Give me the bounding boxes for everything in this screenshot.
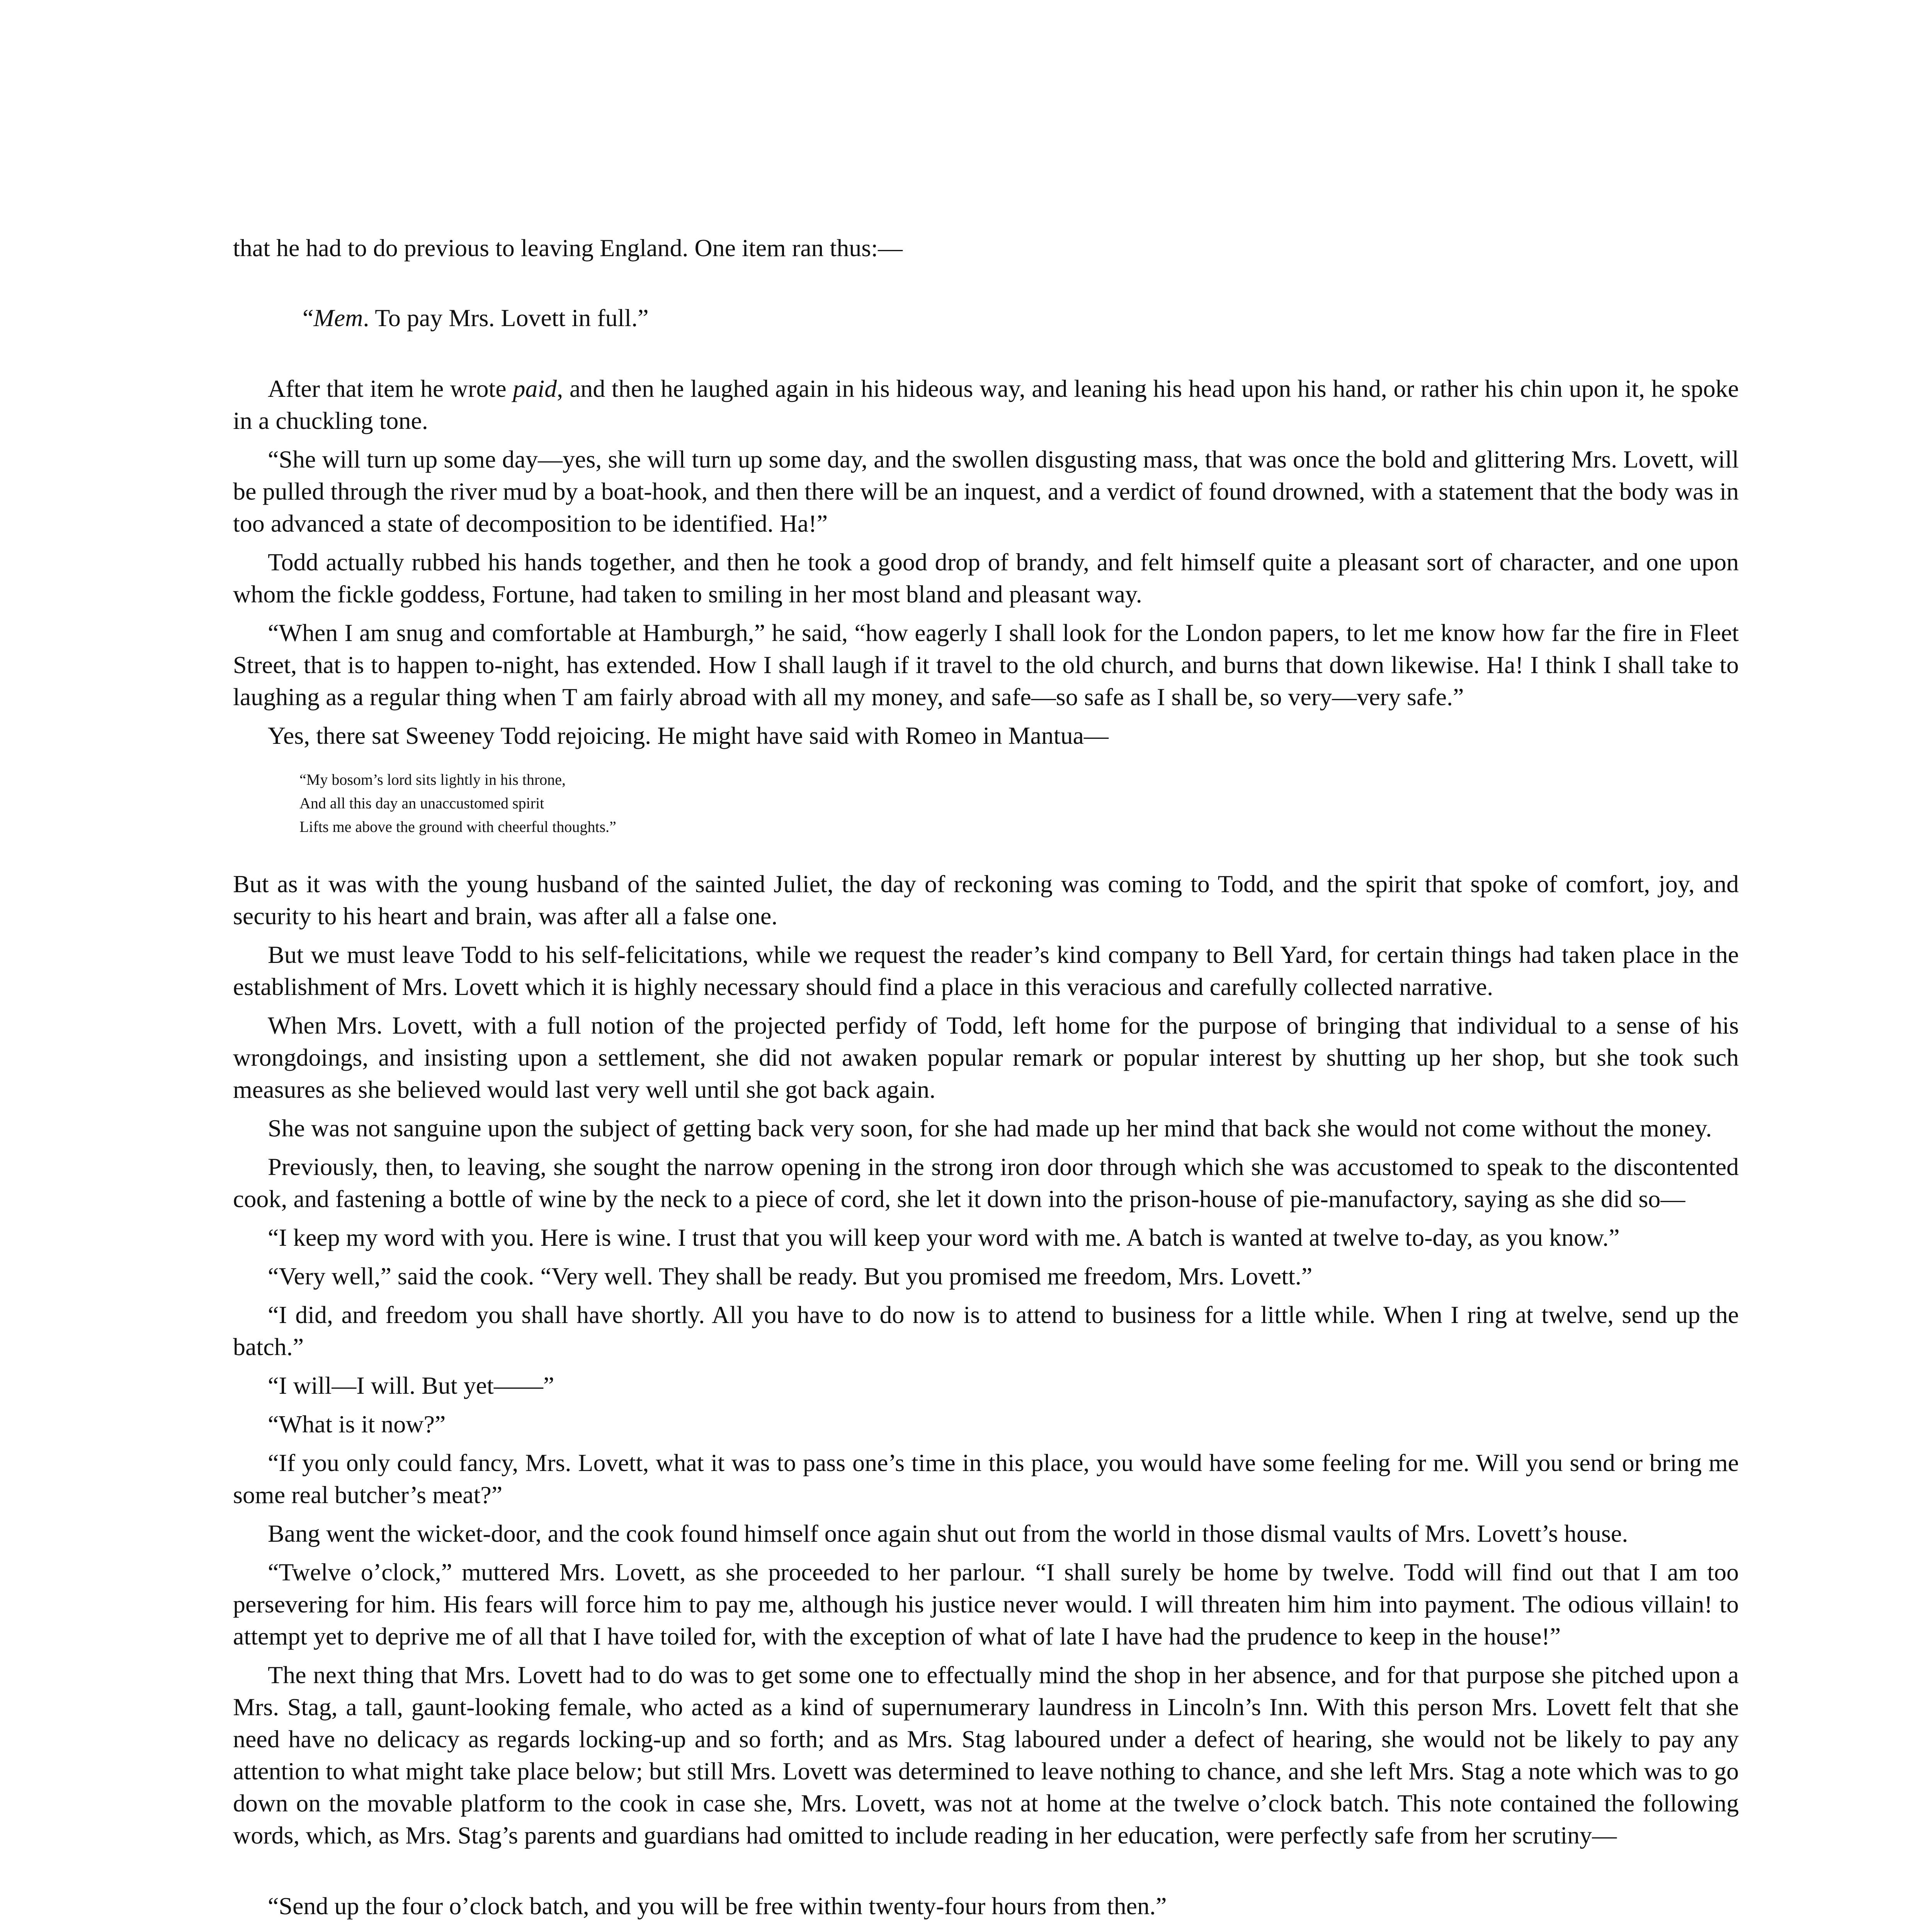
poem-quote — [299, 768, 1739, 838]
memo-line — [233, 302, 1739, 334]
paragraph: Bang went the wicket-door, and the cook found himself once again shut out from the world in those dismal vaults of Mrs. Lovett’s house. — [268, 1520, 1628, 1547]
memo-text: . To pay Mrs. Lovett in full.” — [363, 304, 649, 332]
paragraph — [233, 372, 1739, 437]
poem-line: “My bosom’s lord sits lightly in his throne, — [299, 771, 566, 788]
paragraph: But we must leave Todd to his self-felicitations, while we request the reader’s kind company to Bell Yard, for certain things had taken place in the establishment of Mrs. Lovett which it is highly necessary should find a place in this veracious and carefully collected narrative. — [233, 941, 1739, 1000]
paragraph: “I keep my word with you. Here is wine. I trust that you will keep your word with me. A batch is wanted at twelve to-day, as you know.” — [268, 1224, 1620, 1251]
paragraph: She was not sanguine upon the subject of getting back very soon, for she had made up her mind that back she would not come without the money. — [268, 1114, 1712, 1142]
poem-line: Lifts me above the ground with cheerful thoughts.” — [299, 818, 616, 835]
paragraph: The next thing that Mrs. Lovett had to do was to get some one to effectually mind the shop in her absence, and for that purpose she pitched upon a Mrs. Stag, a tall, gaunt-looking female, who acted as a kind of supernumerary laundress in Lincoln’s Inn. With this person Mrs. Lovett felt that she need have no delicacy as regards locking-up and so forth; and as Mrs. Stag laboured under a defect of hearing, she would not be likely to pay any attention to what might take place below; but still Mrs. Lovett was determined to leave nothing to chance, and she left Mrs. Stag a note which was to go down on the movable platform to the cook in case she, Mrs. Lovett, was not at home at the twelve o’clock batch. This note contained the following words, which, as Mrs. Stag’s parents and guardians had omitted to include reading in her education, were perfectly safe from her scrutiny— — [233, 1661, 1739, 1849]
paragraph: that he had to do previous to leaving England. One item ran thus:— — [233, 234, 903, 262]
paragraph: “She will turn up some day—yes, she will turn up some day, and the swollen disgusting mass, that was once the bold and glittering Mrs. Lovett, will be pulled through the river mud by a boat-hook, and then there will be an inquest, and a verdict of found drowned, with a statement that the body was in too advanced a state of decomposition to be identified. Ha!” — [233, 446, 1739, 537]
paragraph: But as it was with the young husband of the sainted Juliet, the day of reckoning was coming to Todd, and the spirit that spoke of comfort, joy, and security to his heart and brain, was after all a false one. — [233, 870, 1739, 930]
paragraph-text: After that item he wrote — [268, 375, 513, 402]
note-quote: “Send up the four o’clock batch, and you will be free within twenty-four hours from then.” — [268, 1892, 1167, 1920]
paragraph: “I did, and freedom you shall have shortly. All you have to do now is to attend to business for a little while. When I ring at twelve, send up the batch.” — [233, 1301, 1739, 1361]
paragraph: “I will—I will. But yet——” — [268, 1372, 554, 1399]
book-page — [233, 232, 1739, 1932]
paragraph-text: , and then he laughed again in his hideous way, and leaning his head upon his hand, or rather his chin upon it, he spoke in a chuckling tone. — [233, 375, 1739, 434]
poem-line: And all this day an unaccustomed spirit — [299, 794, 544, 812]
paragraph: “What is it now?” — [268, 1410, 446, 1438]
paragraph: “Twelve o’clock,” muttered Mrs. Lovett, as she proceeded to her parlour. “I shall surely be home by twelve. Todd will find out that I am too persevering for him. His fears will force him to pay me, although his justice never would. I will threaten him him into payment. The odious villain! to attempt yet to deprive me of all that I have toiled for, with the exception of what of late I have had the prudence to keep in the house!” — [233, 1558, 1739, 1650]
paragraph: Yes, there sat Sweeney Todd rejoicing. He might have said with Romeo in Mantua— — [268, 722, 1109, 749]
paid-italic: paid — [513, 375, 557, 402]
paragraph: “Very well,” said the cook. “Very well. They shall be ready. But you promised me freedom, Mrs. Lovett.” — [268, 1262, 1313, 1290]
paragraph: “If you only could fancy, Mrs. Lovett, what it was to pass one’s time in this place, you would have some feeling for me. Will you send or bring me some real butcher’s meat?” — [233, 1449, 1739, 1509]
memo-open-quote: “ — [303, 304, 314, 332]
memo-italic: Mem — [313, 304, 363, 332]
paragraph: Todd actually rubbed his hands together, and then he took a good drop of brandy, and felt himself quite a pleasant sort of character, and one upon whom the fickle goddess, Fortune, had taken to smiling in her most bland and pleasant way. — [233, 548, 1739, 608]
paragraph: Previously, then, to leaving, she sought the narrow opening in the strong iron door through which she was accustomed to speak to the discontented cook, and fastening a bottle of wine by the neck to a piece of cord, she let it down into the prison-house of pie-manufactory, saying as she did so— — [233, 1153, 1739, 1213]
paragraph: “When I am snug and comfortable at Hamburgh,” he said, “how eagerly I shall look for the London papers, to let me know how far the fire in Fleet Street, that is to happen to-night, has extended. How I shall laugh if it travel to the old church, and burns that down likewise. Ha! I think I shall take to laughing as a regular thing when T am fairly abroad with all my money, and safe—so safe as I shall be, so very—very safe.” — [233, 619, 1739, 711]
paragraph: When Mrs. Lovett, with a full notion of the projected perfidy of Todd, left home for the purpose of bringing that individual to a sense of his wrongdoings, and insisting upon a settlement, she did not awaken popular remark or popular interest by shutting up her shop, but she took such measures as she believed would last very well until she got back again. — [233, 1012, 1739, 1103]
